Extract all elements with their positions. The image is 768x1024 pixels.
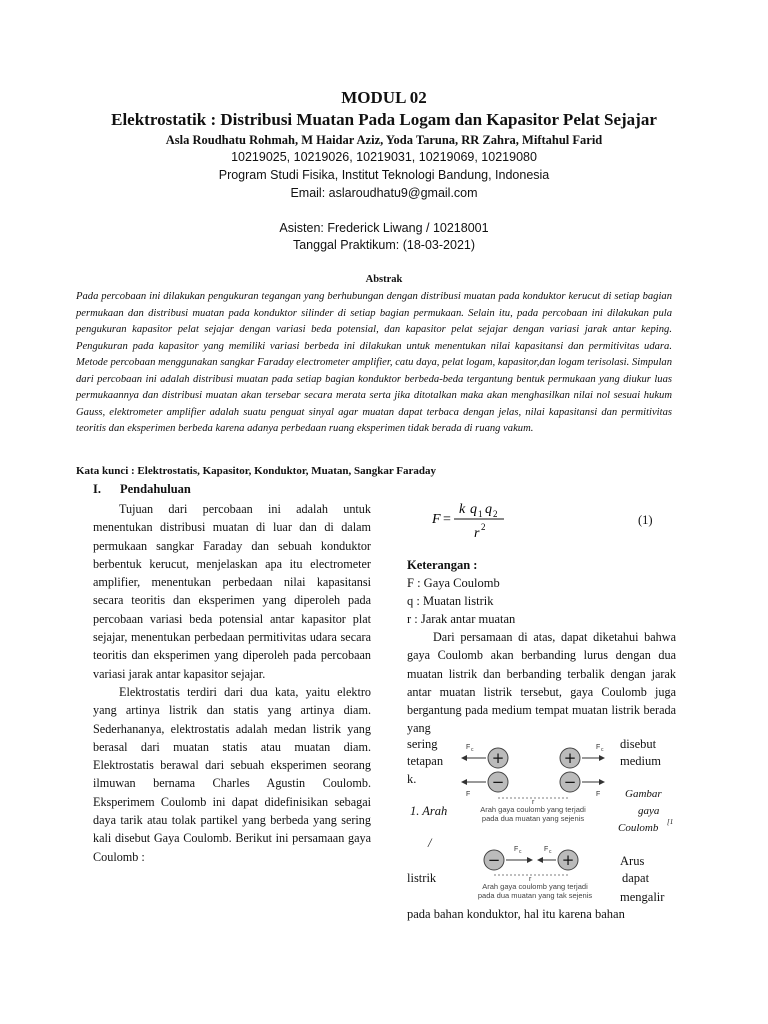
fc-sub: c [471,747,474,753]
figure-caption-like [458,805,608,823]
text-fragment: medium [620,754,661,768]
eq-k: k [459,502,466,517]
section-number: I. [93,482,101,496]
fc-label: F [596,791,601,798]
text-fragment: mengalir [620,890,665,904]
definition-item: q : Muatan listrik [407,594,494,608]
intro-paragraph-2: Elektrostatis terdiri dari dua kata, yaitu elektro yang artinya listrik dan statis yang artinya diam. Sederhananya, elektrostatis adalah medan listrik yang berasal dari muatan statis atau muatan diam. Elektrostatis berawal dari sebuah eksperimen seorang ilmuwan bernama Charles Agustin Coulomb. Eksperimem Coulomb ini dapat didefinisikan sebagai daya tarik atau tolak partikel yang berbeda yang sering kali disebut Gaya Coulomb. Berikut ini persamaan gaya Coulomb : [93,684,371,864]
svg-text:−: − [491,773,505,791]
fc-sub: c [519,849,522,855]
fc-sub: c [601,747,604,753]
fc-sub: c [549,849,552,855]
assistant: Asisten: Frederick Liwang / 10218001 [279,221,489,235]
keywords: Kata kunci : Elektrostatis, Kapasitor, Konduktor, Muatan, Sangkar Faraday [76,465,437,477]
text-fragment: listrik [407,871,437,885]
fc-label: F [466,791,471,798]
definition-item: r : Jarak antar muatan [407,612,516,626]
text-fragment: k. [407,772,417,786]
text-line: pada bahan konduktor, hal itu karena bahan [407,907,625,921]
svg-text:+: + [563,749,577,767]
coulomb-equation [432,497,662,543]
eq-lhs: F [432,512,441,527]
citation-ref: [1 [667,818,674,826]
text-fragment: tetapan [407,754,444,768]
svg-text:−: − [487,851,501,869]
eq-sub1: 1 [478,509,483,519]
unlike-charges-figure [470,842,610,884]
text-fragment: sering [407,737,438,751]
fc-label: F [514,846,519,853]
section-title: Pendahuluan [120,482,191,496]
affiliation: Program Studi Fisika, Institut Teknologi Bandung, Indonesia [218,168,550,182]
svg-text:+: + [491,749,505,767]
distance-label: r [529,876,532,883]
equation-number: (1) [638,513,653,527]
authors: Asla Roudhatu Rohmah, M Haidar Aziz, Yoda Taruna, RR Zahra, Miftahul Farid [165,133,603,147]
text-fragment: Arus [620,854,645,868]
text-fragment: / [428,836,432,850]
fc-label: F [596,744,601,751]
svg-text:+: + [561,851,575,869]
intro-paragraph-1: Tujuan dari percobaan ini adalah untuk menentukan distribusi muatan di luar dan di dalam permukaan sangkar Faraday dan sebuah konduktor berbentuk kerucut, menjelaskan apa itu electrometer amplifier, menentukan perbedaan nilai kapasitansi secara teoritis dan eksperimen yang diperoleh pada percobaan variasi beda potensial antar kapasitor plat sejajar, menentukan perbedaan permitivitas udara secara teoritis dan eksperimen yang diperoleh pada percobaan variasi jarak antar kapasitor sejajar. [93,502,371,681]
practicum-date: Tanggal Praktikum: (18-03-2021) [292,238,476,252]
left-column [93,500,371,866]
coulomb-explanation: Dari persamaan di atas, dapat diketahui bahwa gaya Coulomb akan berbanding lurus dengan dua muatan listrik dan berbanding terbalik dengan jarak antar muatan listrik tersebut, gaya Coulomb juga bergantung pada medium tempat muatan listrik berada yang [407,630,676,736]
figure-caption-unlike [465,882,605,900]
text-fragment: 1. Arah [410,804,448,818]
abstract-text: Pada percobaan ini dilakukan pengukuran tegangan yang berhubungan dengan distribusi muatan pada konduktor kerucut di setiap bagian permukaan dan distribusi muatan pada konduktor silinder di setiap bagian permukaan. Selain itu, pada percobaan ini dilakukan pula pengukuran kapasitor pelat sejajar dengan variasi beda potensial, dan kapasitor pelat sejajar dengan variasi jarak antar keping. Pengukuran pada kapasitor yang memiliki variasi berbeda ini dilakukan untuk menentukan nilai kapasitansi dan permitivitas udara. Metode percobaan menggunakan sangkar Faraday electrometer amplifier, catu daya, pelat logam, kapasitor,dan logam terisolasi. Simpulan dari percobaan ini adalah distribusi muatan pada setiap bagian konduktor berbeda-beda tergantung bentuk permukaan yang diukur luas permukaannya dan distribusi muatan akan tersebar secara merata serta jika ditotalkan maka akan menghasilkan nilai nol sesuai hukum Gauss, elektrometer amplifier adalah suatu penguat sinyal agar muatan dapat terbaca dengan jelas, nilai kapasitansi dan permitivitas teoritis dan eksperimen berbeda karena adanya perbedaan ruang eksperimen tidak berada di ruang vakum. [76,291,672,434]
module-title: MODUL 02 [341,88,427,107]
definition-item: F : Gaya Coulomb [407,576,500,590]
fc-label: F [466,744,471,751]
text-fragment: disebut [620,737,657,751]
student-ids: 10219025, 10219026, 10219031, 10219069, 10219080 [231,150,537,164]
fc-label: F [544,846,549,853]
caption-line: Arah gaya coulomb yang terjadi [480,805,586,814]
caption-line: Arah gaya coulomb yang terjadi [482,882,588,891]
caption-line: pada dua muatan yang tak sejenis [477,891,593,900]
paper-title: Elektrostatik : Distribusi Muatan Pada Logam dan Kapasitor Pelat Sejajar [111,110,657,129]
eq-sub2: 2 [493,509,498,519]
eq-den: r [474,526,480,541]
abstract-heading: Abstrak [365,274,403,285]
figure-caption-word: Gambar [625,788,662,800]
right-column [407,628,676,738]
caption-line: pada dua muatan yang sejenis [481,814,585,823]
figure-caption-word: gaya [638,805,660,817]
email: Email: aslaroudhatu9@gmail.com [290,186,478,200]
section-heading [93,482,191,497]
text-fragment: dapat [622,871,650,885]
svg-text:=: = [443,512,451,527]
distance-label: r [532,799,535,806]
eq-q2: q [485,502,492,517]
figure-caption-word: Coulomb [618,822,659,834]
svg-text:−: − [563,773,577,791]
eq-exp: 2 [481,522,486,532]
keterangan-heading: Keterangan : [407,558,478,572]
eq-q1: q [470,502,477,517]
